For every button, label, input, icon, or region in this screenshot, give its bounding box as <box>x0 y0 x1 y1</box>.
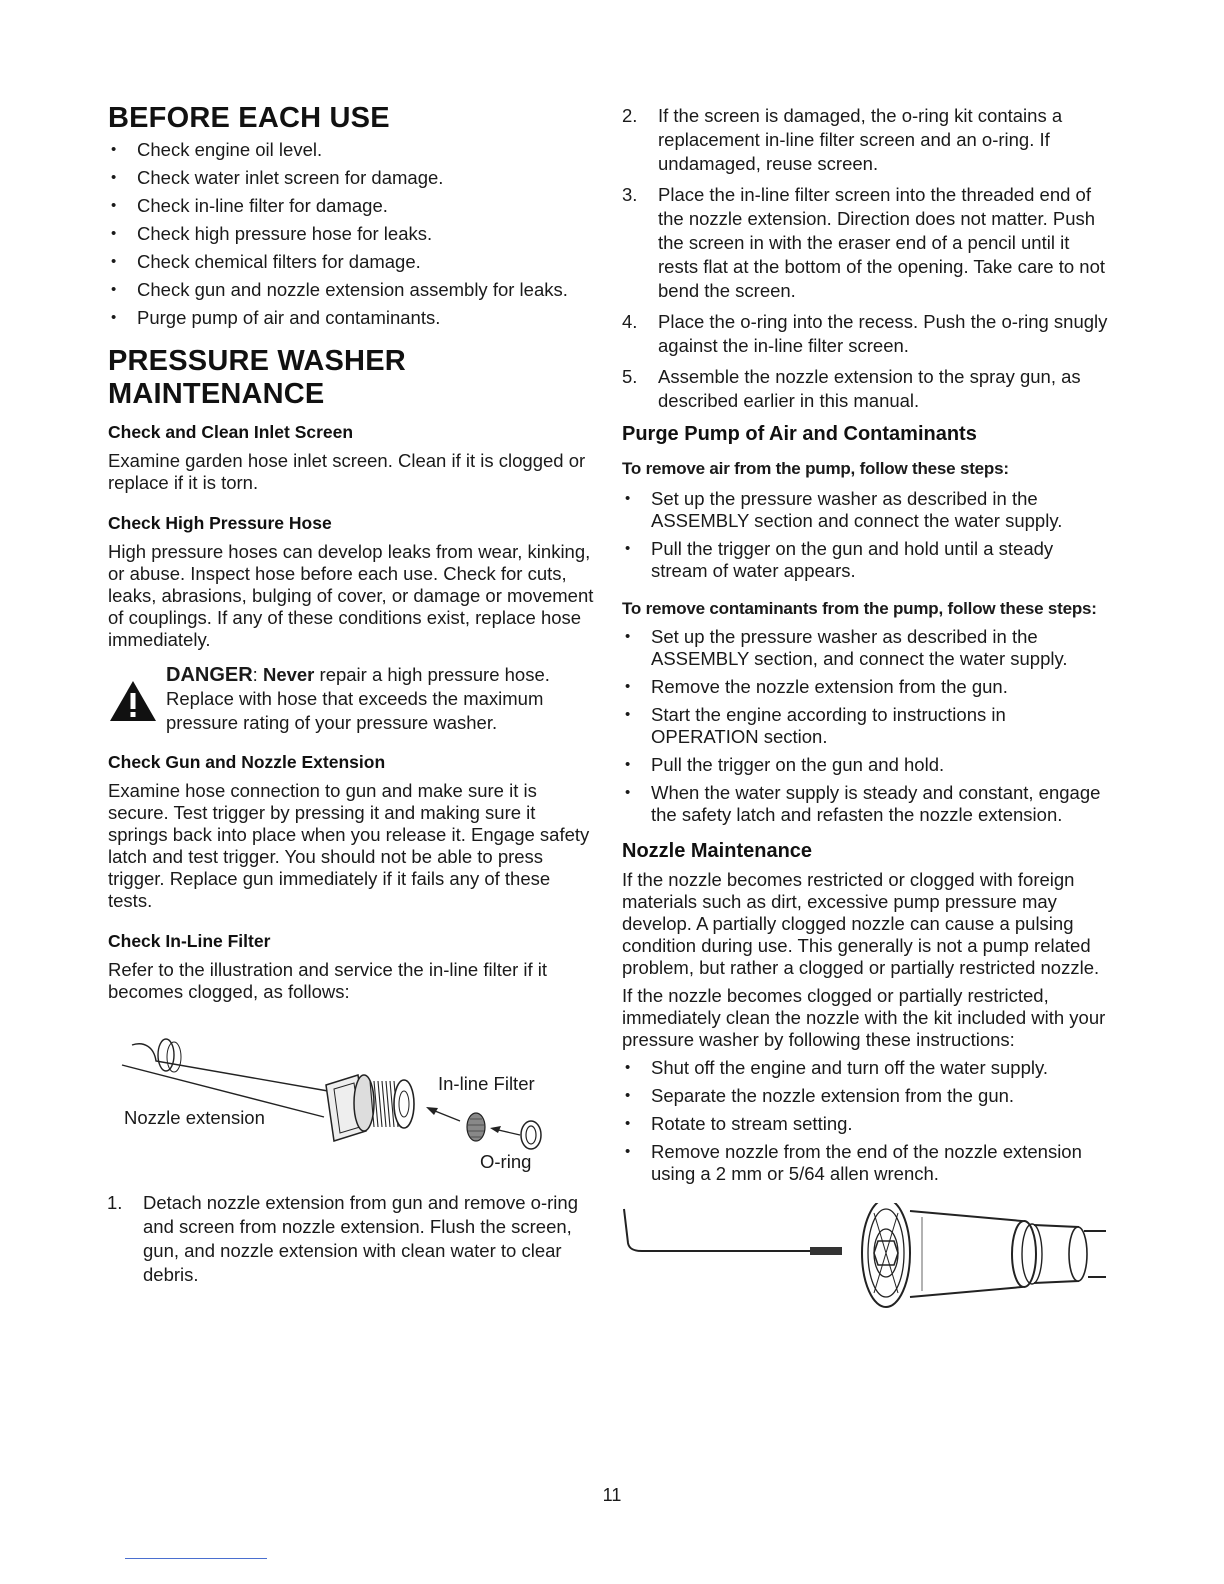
nozzle-para1: If the nozzle becomes restricted or clogged with foreign materials such as dirt, excessive pump pressure may develop. A partially clogged nozzle can cause a pulsing condition during use. This generally is not a pump related problem, but rather a clogged or partially restricted nozzle. <box>622 869 1100 978</box>
nozzle-wrench-drawing <box>622 1203 1112 1323</box>
nozzle-para2: If the nozzle becomes clogged or partially restricted, immediately clean the nozzle with the kit included with your pressure washer by following these instructions: <box>622 985 1106 1050</box>
danger-never: Never <box>262 664 315 685</box>
list-item: • Set up the pressure washer as described in the ASSEMBLY section and connect the water supply. <box>622 488 1112 532</box>
inline-filter-illustration <box>108 1031 594 1191</box>
allen-wrench-illustration <box>622 1203 1112 1323</box>
footer-rule <box>125 1558 267 1559</box>
inlet-screen-text: Examine garden hose inlet screen. Clean if it is clogged or replace if it is torn. <box>108 450 586 493</box>
list-item: • Pull the trigger on the gun and hold. <box>622 754 1112 776</box>
list-item: • Set up the pressure washer as described in the ASSEMBLY section, and connect the water supply. <box>622 626 1112 670</box>
list-item: • Rotate to stream setting. <box>622 1113 1112 1135</box>
left-column <box>108 100 594 1294</box>
warning-triangle-icon <box>108 679 158 728</box>
list-item: • Remove the nozzle extension from the gun. <box>622 676 1112 698</box>
danger-text: DANGER: Never repair a high pressure hose. Replace with hose that exceeds the maximum pressure rating of your pressure washer. <box>166 664 550 733</box>
step-text: Place the o-ring into the recess. Push the o-ring snugly against the in-line filter screen. <box>658 311 1108 356</box>
maintenance-heading-line1: PRESSURE WASHER <box>108 345 406 377</box>
list-item: • Pull the trigger on the gun and hold until a steady stream of water appears. <box>622 538 1112 582</box>
filter-steps-left <box>107 1191 594 1287</box>
maintenance-heading-line2: MAINTENANCE <box>108 378 325 410</box>
list-item <box>622 310 1112 358</box>
nozzle-extension-label: Nozzle extension <box>124 1107 265 1128</box>
step-text: Detach nozzle extension from gun and remove o-ring and screen from nozzle extension. Flush the screen, gun, and nozzle extension with clean water to clear debris. <box>143 1192 578 1285</box>
nozzle-maintenance-heading: Nozzle Maintenance <box>622 840 813 862</box>
list-item: • Check high pressure hose for leaks. <box>108 223 594 245</box>
list-item: • Start the engine according to instructions in OPERATION section. <box>622 704 1112 748</box>
inlet-screen-heading: Check and Clean Inlet Screen <box>108 422 354 442</box>
before-use-list <box>108 139 594 329</box>
list-item: • Check water inlet screen for damage. <box>108 167 594 189</box>
list-item: • Separate the nozzle extension from the gun. <box>622 1085 1112 1107</box>
list-item: • Check chemical filters for damage. <box>108 251 594 273</box>
danger-notice <box>108 663 594 735</box>
list-item: • Remove nozzle from the end of the nozzle extension using a 2 mm or 5/64 allen wrench. <box>622 1141 1112 1185</box>
danger-label: DANGER <box>166 664 253 686</box>
oring-label: O-ring <box>480 1151 532 1172</box>
list-item: • Shut off the engine and turn off the water supply. <box>622 1057 1112 1079</box>
filter-steps-right <box>622 104 1112 413</box>
nozzle-steps-list <box>622 1057 1112 1185</box>
before-each-use-heading: BEFORE EACH USE <box>108 102 390 134</box>
gun-nozzle-heading: Check Gun and Nozzle Extension <box>108 752 386 772</box>
list-item: • Check gun and nozzle extension assembly for leaks. <box>108 279 594 301</box>
list-item <box>622 365 1112 413</box>
step-number: 2. <box>622 105 638 126</box>
contaminants-steps-list <box>622 626 1112 826</box>
list-item <box>622 104 1112 176</box>
step-number: 4. <box>622 311 638 332</box>
danger-body: repair a high pressure hose. Replace with hose that exceeds the maximum pressure rating of your pressure washer. <box>166 664 550 733</box>
step-text: Assemble the nozzle extension to the spray gun, as described earlier in this manual. <box>658 366 1081 411</box>
inline-filter-label: In-line Filter <box>438 1073 535 1094</box>
list-item: • When the water supply is steady and constant, engage the safety latch and refasten the nozzle extension. <box>622 782 1112 826</box>
step-number: 3. <box>622 184 638 205</box>
step-number: 5. <box>622 366 638 387</box>
gun-nozzle-text: Examine hose connection to gun and make sure it is secure. Test trigger by pressing it and making sure it springs back into place when you release it. Engage safety latch and test trigger. You should not be able to press trigger. Replace gun immediately if it fails any of these tests. <box>108 780 590 911</box>
page-number: 11 <box>602 1485 622 1505</box>
list-item <box>622 183 1112 303</box>
maintenance-heading <box>108 345 594 411</box>
step-text: Place the in-line filter screen into the threaded end of the nozzle extension. Direction does not matter. Push the screen in with the eraser end of a pencil until it rests flat at the bottom of the opening. Take care to not bend the screen. <box>658 184 1106 301</box>
right-column <box>622 104 1112 1323</box>
step-number: 1. <box>107 1192 123 1213</box>
high-pressure-hose-text: High pressure hoses can develop leaks from wear, kinking, or abuse. Inspect hose before each use. Check for cuts, leaks, abrasions, bulging of cover, or damage or movement of couplings. If any of these conditions exist, replace hose immediately. <box>108 541 594 650</box>
list-item <box>107 1191 594 1287</box>
air-steps-list <box>622 488 1112 582</box>
inline-filter-text: Refer to the illustration and service the in-line filter if it becomes clogged, as follows: <box>108 959 548 1002</box>
list-item: • Check in-line filter for damage. <box>108 195 594 217</box>
inline-filter-heading: Check In-Line Filter <box>108 931 271 951</box>
high-pressure-hose-heading: Check High Pressure Hose <box>108 513 332 533</box>
purge-heading: Purge Pump of Air and Contaminants <box>622 423 977 445</box>
list-item: • Check engine oil level. <box>108 139 594 161</box>
air-subheading: To remove air from the pump, follow these steps: <box>622 459 1009 478</box>
contaminants-subheading: To remove contaminants from the pump, follow these steps: <box>622 599 1097 618</box>
list-item: • Purge pump of air and contaminants. <box>108 307 594 329</box>
step-text: If the screen is damaged, the o-ring kit contains a replacement in-line filter screen and an o-ring. If undamaged, reuse screen. <box>658 105 1063 174</box>
